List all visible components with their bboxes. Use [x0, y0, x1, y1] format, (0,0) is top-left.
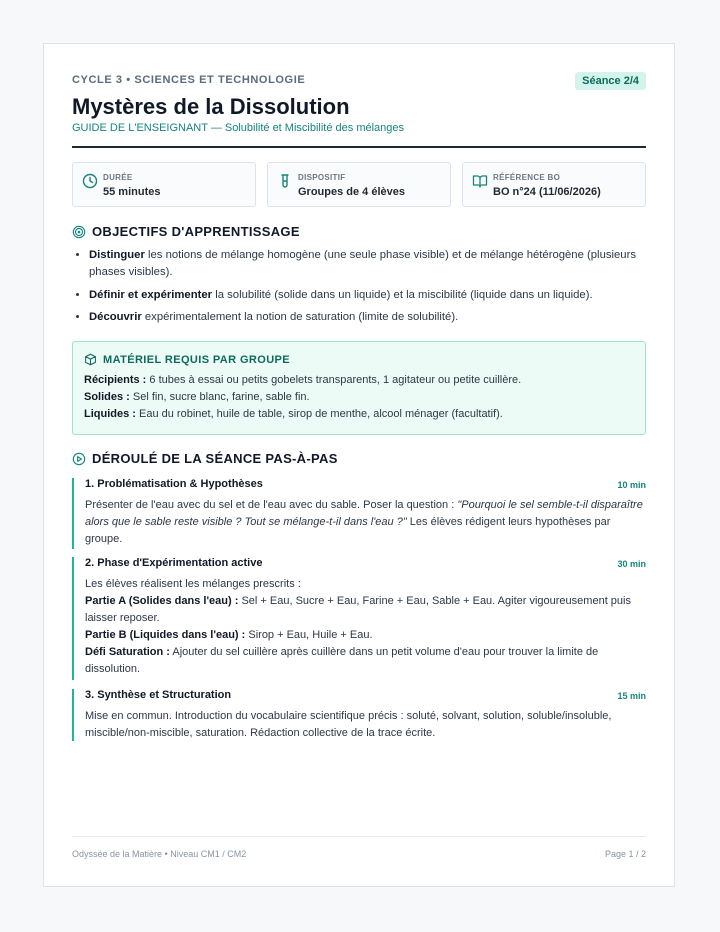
list-item: • Découvrir expérimentalement la notion de saturation (limite de solubilité).	[89, 309, 646, 326]
card-reference	[462, 162, 646, 207]
footer-left: Odyssée de la Matière • Niveau CM1 / CM2	[72, 849, 247, 859]
card-dispositif	[267, 162, 451, 207]
card-value: BO n°24 (11/06/2026)	[493, 186, 601, 198]
step-duration: 30 min	[617, 559, 646, 569]
clock-icon	[82, 173, 98, 189]
steps-title: DÉROULÉ DE LA SÉANCE PAS-À-PAS	[92, 451, 338, 466]
seance-badge: Séance 2/4	[575, 72, 646, 90]
material-box	[72, 341, 646, 435]
step-body: Mise en commun. Introduction du vocabulaire scientifique précis : soluté, solvant, solution, soluble/insoluble, miscible/non-miscible, saturation. Rédaction collective de la trace écrite.	[85, 710, 612, 739]
page-title: Mystères de la Dissolution	[72, 94, 350, 119]
step-body: Présenter de l'eau avec du sel et de l'eau avec du sable. Poser la question : "Pourquoi le sel semble-t-il disparaître alors que le sable reste visible ? Tout se mélange-t-il dans l'eau ?" Les élèves rédigent leurs hypothèses par groupe.	[85, 499, 643, 545]
step-3	[72, 689, 646, 741]
card-label: DISPOSITIF	[298, 173, 346, 182]
material-line: Récipients : 6 tubes à essai ou petits gobelets transparents, 1 agitateur ou petite cuillère.	[84, 374, 522, 386]
footer	[72, 836, 646, 859]
card-label: DURÉE	[103, 173, 133, 182]
material-title: MATÉRIEL REQUIS PAR GROUPE	[103, 353, 291, 366]
page-subtitle: GUIDE DE L'ENSEIGNANT — Solubilité et Miscibilité des mélanges	[72, 122, 405, 134]
info-cards	[72, 162, 646, 207]
cycle-label: CYCLE 3 • SCIENCES ET TECHNOLOGIE	[72, 74, 306, 86]
steps-heading	[72, 451, 338, 466]
package-icon	[84, 353, 97, 366]
book-icon	[472, 173, 488, 189]
objectives-list	[72, 247, 646, 332]
step-1	[72, 478, 646, 549]
list-item: • Distinguer les notions de mélange homogène (une seule phase visible) et de mélange hétérogène (plusieurs phases visibles).	[89, 247, 646, 281]
material-line: Solides : Sel fin, sucre blanc, farine, sable fin.	[84, 391, 310, 403]
step-duration: 15 min	[617, 691, 646, 701]
target-icon	[72, 225, 86, 239]
card-label: RÉFÉRENCE BO	[493, 173, 561, 182]
document-page	[43, 43, 675, 887]
card-value: 55 minutes	[103, 186, 161, 198]
page-number: Page 1 / 2	[604, 849, 646, 859]
objectives-heading	[72, 224, 300, 239]
play-circle-icon	[72, 452, 86, 466]
material-heading	[84, 353, 290, 366]
test-tube-icon	[277, 173, 293, 189]
step-title: 2. Phase d'Expérimentation active	[85, 557, 263, 569]
step-title: 1. Problématisation & Hypothèses	[85, 478, 263, 490]
step-2	[72, 557, 646, 680]
header-divider	[72, 146, 646, 148]
material-line: Liquides : Eau du robinet, huile de table, sirop de menthe, alcool ménager (facultatif).	[84, 408, 503, 420]
card-value: Groupes de 4 élèves	[298, 186, 405, 198]
card-duration	[72, 162, 256, 207]
objectives-title: OBJECTIFS D'APPRENTISSAGE	[92, 224, 300, 239]
step-title: 3. Synthèse et Structuration	[85, 689, 232, 701]
step-duration: 10 min	[617, 480, 646, 490]
list-item: • Définir et expérimenter la solubilité (solide dans un liquide) et la miscibilité (liquide dans un liquide).	[89, 287, 646, 304]
step-body: Les élèves réalisent les mélanges prescrits : Partie A (Solides dans l'eau) : Sel + Eau, Sucre + Eau, Farine + Eau, Sable + Eau. Agiter vigoureusement puis laisser reposer. Partie B (Liquides dans l'eau) : Sirop + Eau, Huile + Eau. Défi Saturation : Ajouter du sel cuillère après cuillère dans un petit volume d'eau pour trouver la limite de dissolution.	[85, 578, 631, 675]
